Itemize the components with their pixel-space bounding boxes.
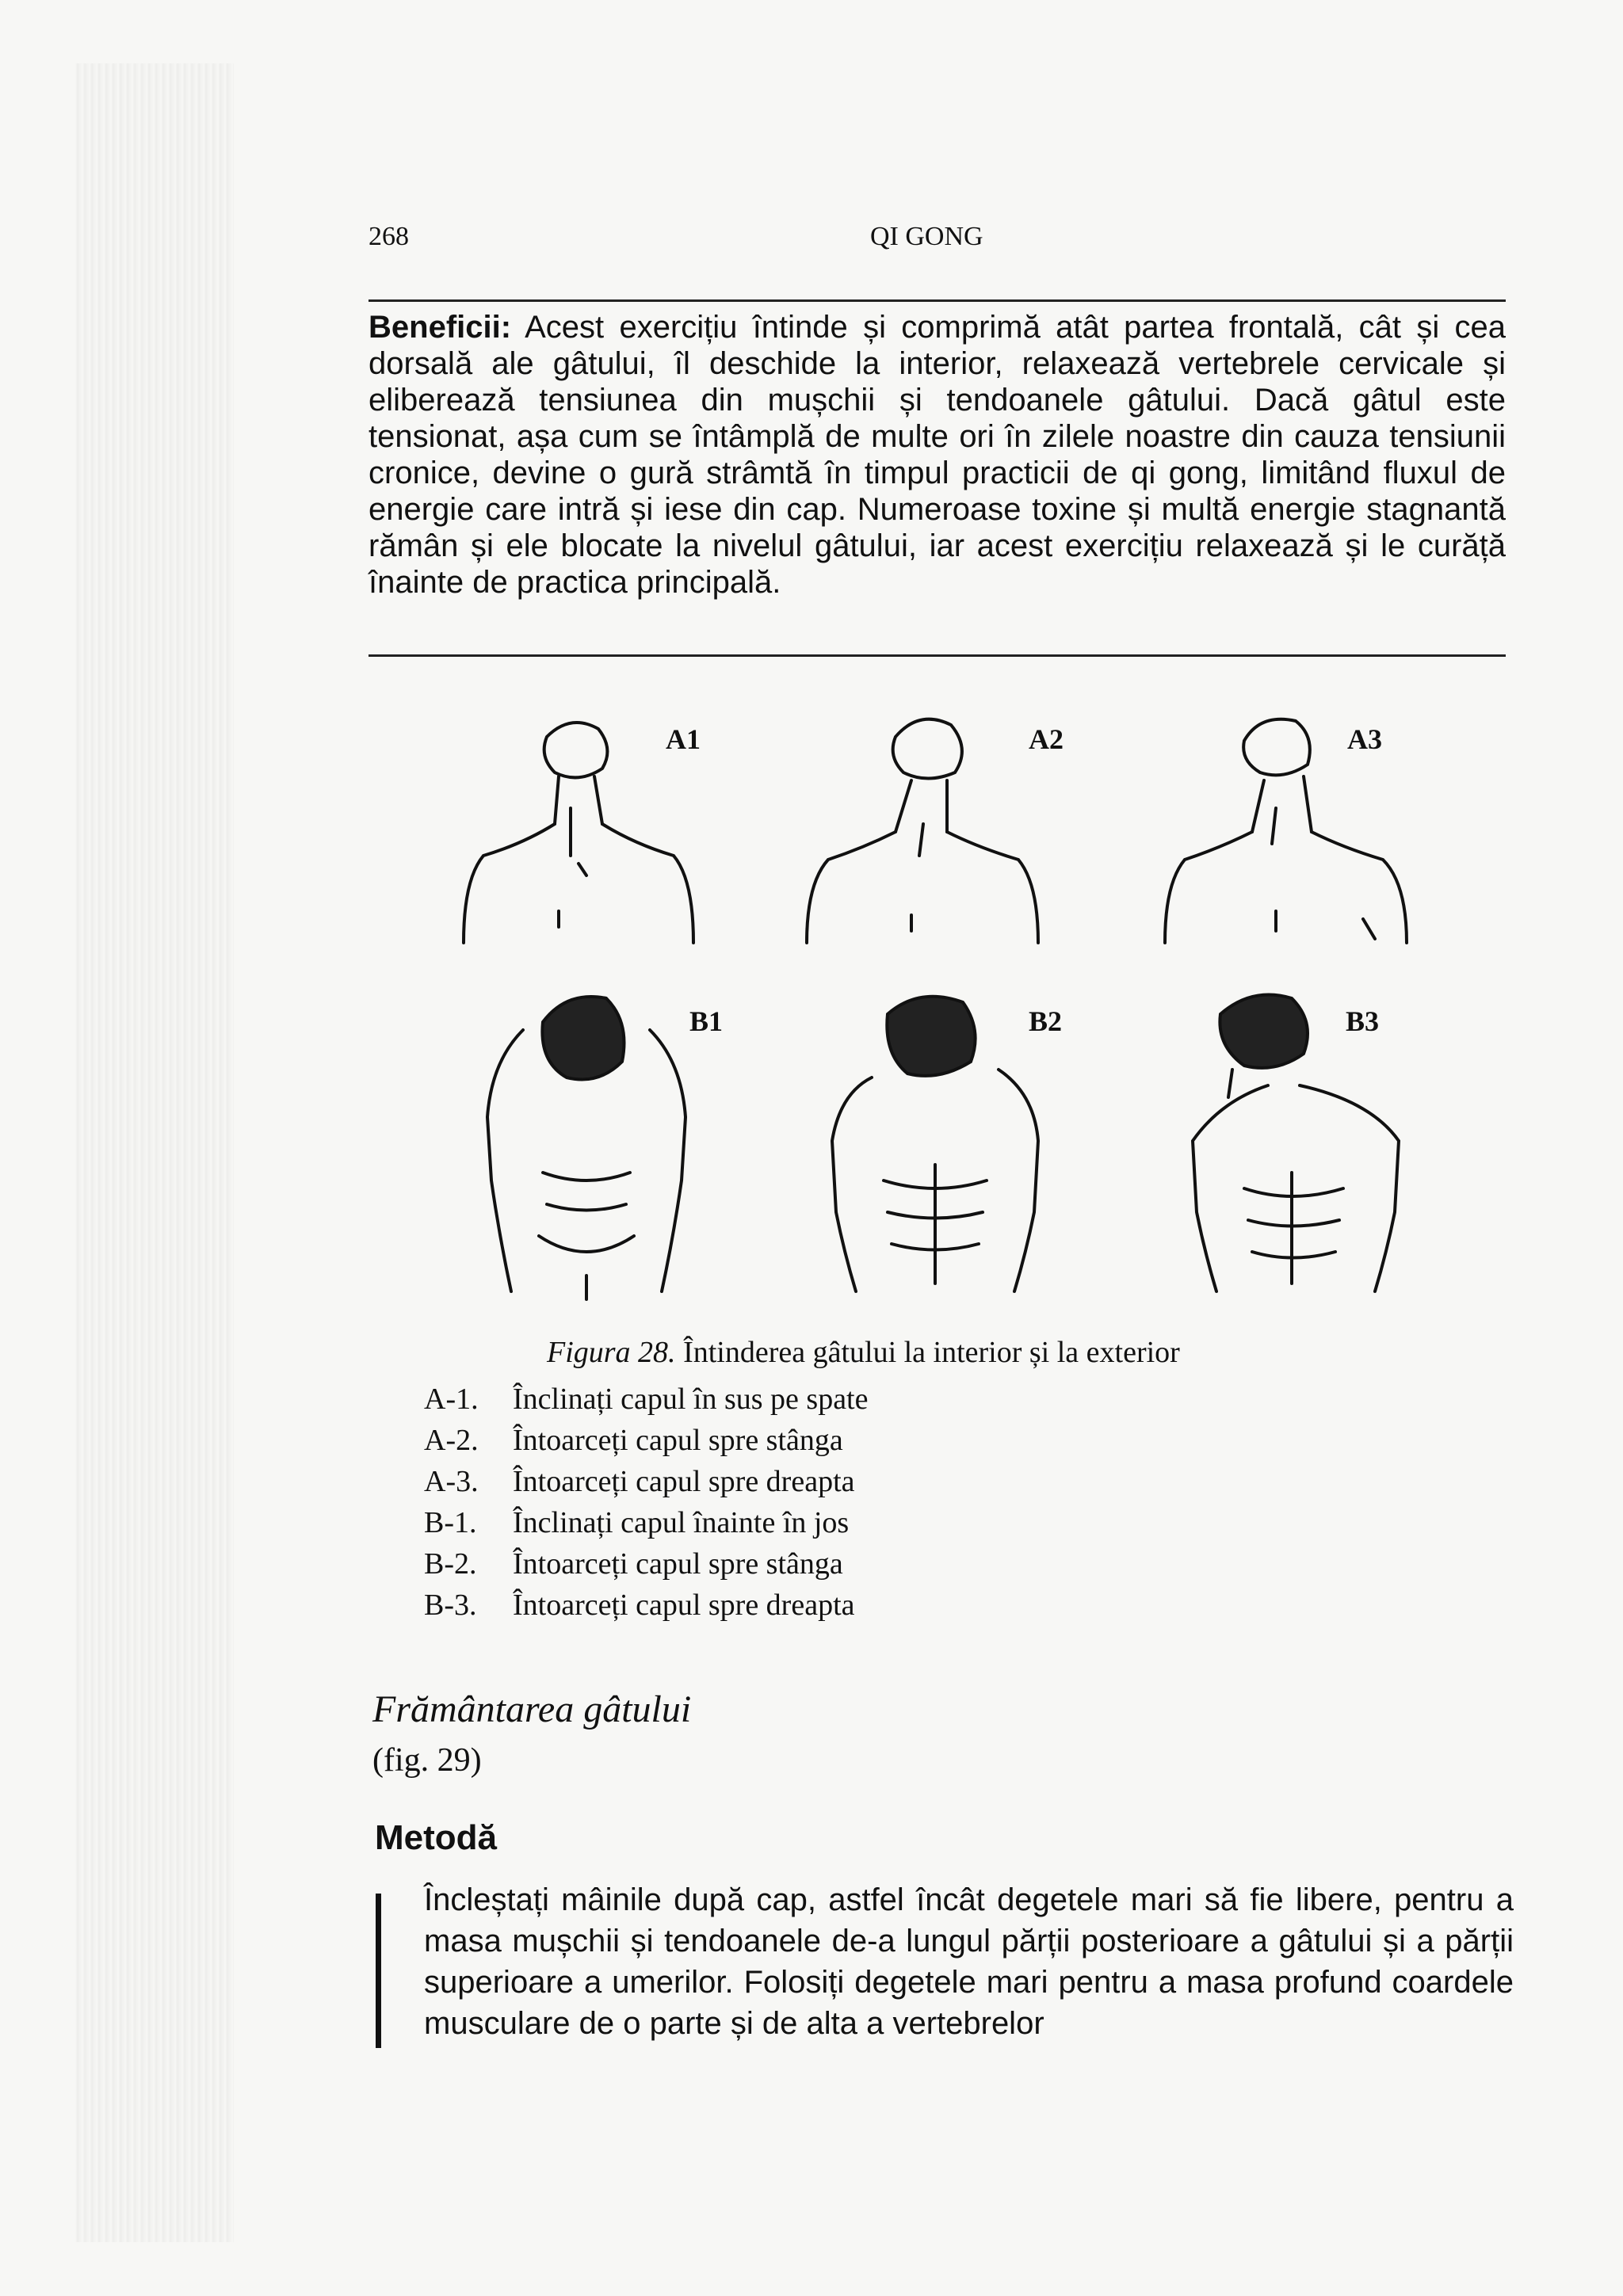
step-item [424,1502,869,1543]
benefits-text: Acest exercițiu întinde și comprimă atât partea frontală, cât și cea dorsală ale gâtului, îl deschide la interior, relaxează vertebrele cervicale și eliberează tensiunea din mușchii și tendoanele gâtului. Dacă gâtul este tensionat, așa cum se întâmplă de multe ori în zilele noastre din cauza tensiunii cronice, devine o gură strâmtă în timpul practicii de qi gong, limitând fluxul de energie care intră și iese din cap. Numeroase toxine și multă energie stagnantă rămân și ele blocate la nivelul gâtului, iar acest exercițiu relaxează și le curăță înainte de practica principală. [369,310,1506,600]
box-bottom-rule [369,654,1506,657]
step-text: Înclinați capul înainte în jos [513,1506,850,1539]
figure-caption [547,1335,1180,1370]
label-b3: B3 [1346,1005,1380,1037]
label-a1: A1 [666,723,701,755]
illustration-a2 [792,705,1054,959]
benefits-label: Beneficii: [369,310,512,345]
caption-number: Figura 28. [547,1336,676,1369]
step-item [424,1585,869,1626]
step-text: Înclinați capul în sus pe spate [513,1383,869,1416]
step-text: Întoarceți capul spre stânga [513,1547,843,1581]
page-number: 268 [369,222,409,251]
step-text: Întoarceți capul spre dreapta [513,1589,855,1622]
margin-change-bar [376,1894,381,2048]
step-code: A-1. [424,1383,479,1416]
step-item [424,1420,869,1461]
step-code: B-3. [424,1589,477,1622]
box-top-rule [369,299,1506,302]
label-a2: A2 [1029,723,1064,755]
method-paragraph: Încleștați mâinile după cap, astfel încât degetele mari să fie libere, pentru a masa mușchii și tendoanele de-a lungul părții posterioare a gâtului și a părții superioare a umerilor. Folosiți degetele mari pentru a masa profund coardele musculare de o parte și de alta a vertebrelor [424,1882,1514,2041]
step-text: Întoarceți capul spre stânga [513,1424,843,1457]
caption-text: Întinderea gâtului la interior și la exterior [675,1336,1180,1369]
steps-list [424,1379,869,1626]
step-item [424,1379,869,1420]
label-b1: B1 [689,1005,724,1037]
label-a3: A3 [1347,723,1382,755]
step-code: B-2. [424,1547,477,1581]
step-item [424,1543,869,1585]
running-title: QI GONG [870,222,983,251]
benefits-box [369,309,1506,601]
section-title: Frământarea gâtului [372,1688,692,1730]
method-heading: Metodă [375,1818,497,1857]
scan-shadow [75,63,234,2242]
step-text: Întoarceți capul spre dreapta [513,1465,855,1498]
label-b2: B2 [1029,1005,1063,1037]
figure-28 [444,689,1442,1307]
step-item [424,1461,869,1502]
step-code: A-3. [424,1465,479,1498]
step-code: B-1. [424,1506,477,1539]
illustration-b3 [1173,982,1434,1307]
step-code: A-2. [424,1424,479,1457]
section-figure-ref: (fig. 29) [372,1742,482,1779]
